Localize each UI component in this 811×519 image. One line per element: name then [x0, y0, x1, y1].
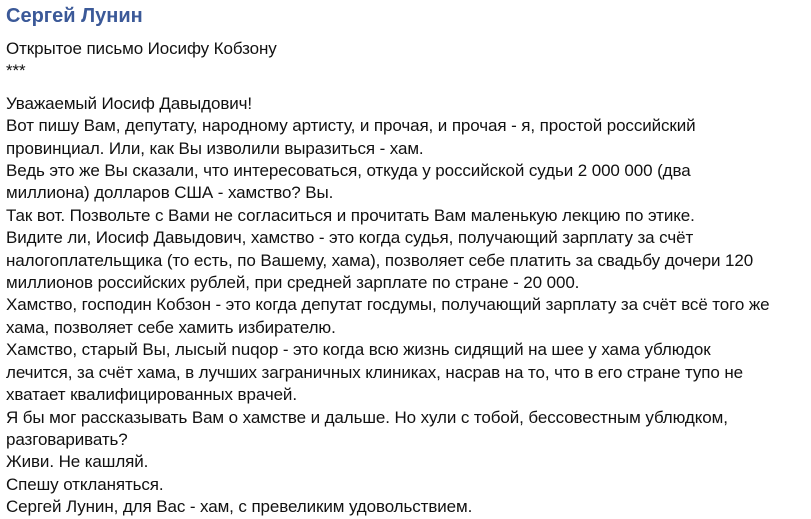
- post-line: Хамство, господин Кобзон - это когда депутат госдумы, получающий зарплату за счёт всё того же: [6, 295, 770, 315]
- post-line: провинциал. Или, как Вы изволили выразиться - хам.: [6, 138, 424, 158]
- post-line: Уважаемый Иосиф Давыдович!: [6, 93, 253, 113]
- post-line: миллионов российских рублей, при средней зарплате по стране - 20 000.: [6, 273, 580, 293]
- post-line: хама, позволяет себе хамить избирателю.: [6, 317, 336, 337]
- post-line: Сергей Лунин, для Вас - хам, с превеликим удовольствием.: [6, 497, 473, 517]
- post-line: Хамство, старый Вы, лысый nuqop - это когда всю жизнь сидящий на шее у хама ублюдок: [6, 340, 711, 360]
- post-line: хватает квалифицированных врачей.: [6, 385, 297, 405]
- author-name-link[interactable]: Сергей Лунин: [6, 5, 143, 27]
- post-line: Спешу откланяться.: [6, 474, 164, 494]
- post-line: Живи. Не кашляй.: [6, 452, 149, 472]
- post-line: лечится, за счёт хама, в лучших заграничных клиниках, насрав на то, что в его стране тупо не: [6, 362, 743, 382]
- post-line: миллиона) долларов США - хамство? Вы.: [6, 183, 334, 203]
- post-line: разговаривать?: [6, 429, 128, 449]
- post-line: Вот пишу Вам, депутату, народному артисту, и прочая, и прочая - я, простой российский: [6, 116, 696, 136]
- post-line: Ведь это же Вы сказали, что интересоваться, откуда у российской судьи 2 000 000 (два: [6, 161, 691, 181]
- post-body: [6, 38, 805, 519]
- post-title: Открытое письмо Иосифу Кобзону: [6, 39, 277, 58]
- post-line: налогоплательщика (то есть, по Вашему, хама), позволяет себе платить за свадьбу дочери 120: [6, 250, 754, 270]
- post-separator: ***: [6, 61, 26, 81]
- post-line: Я бы мог рассказывать Вам о хамстве и дальше. Но хули с тобой, бессовестным ублюдком,: [6, 407, 728, 427]
- post-line: Так вот. Позвольте с Вами не согласиться и прочитать Вам маленькую лекцию по этике.: [6, 205, 695, 225]
- paragraph-gap: [6, 83, 805, 93]
- post-line: Видите ли, Иосиф Давыдович, хамство - это когда судья, получающий зарплату за счёт: [6, 228, 694, 248]
